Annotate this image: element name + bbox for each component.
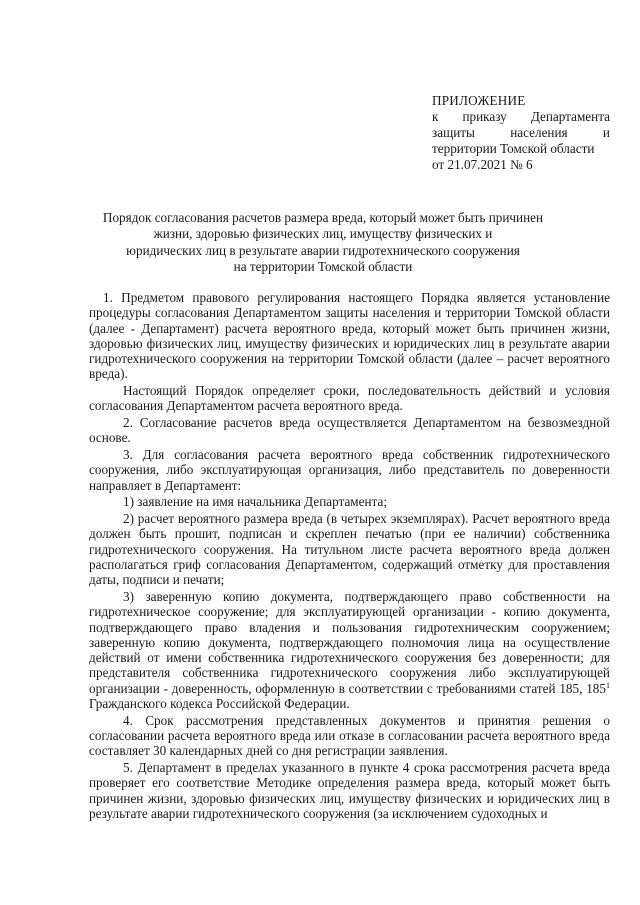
- paragraph-3: 3. Для согласования расчета вероятного вреда собственник гидротехнического сооружения, либо эксплуатирующая организация, либо представитель по доверенности направляет в Департамент:: [89, 447, 610, 493]
- list-item-3-end: Гражданского кодекса Российской Федерации.: [89, 696, 350, 712]
- paragraph-2: 2. Согласование расчетов вреда осуществляется Департаментом на безвозмездной основе.: [89, 415, 610, 446]
- list-item-3-text: 3) заверенную копию документа, подтверждающего право собственности на гидротехническое сооружение; для эксплуатирующей организации - копию документа, подтверждающего право владения и пользования гидротехническим сооружением; заверенную копию документа, подтверждающего полномочия лица на осуществление действий от имени собственника гидротехнического сооружения без доверенности; для представителя собственника гидротехнического сооружения либо эксплуатирующей организации - доверенность, оформленную в соответствии с требованиями статей 185, 185: [89, 588, 610, 696]
- document-body: [89, 290, 610, 823]
- appendix-department-line: защиты населения и: [432, 125, 610, 140]
- paragraph-5: 5. Департамент в пределах указанного в пункте 4 срока рассмотрения расчета вреда проверяет его соответствие Методике определения размера вреда, который может быть причинен жизни, здоровью физических лиц, имуществу физических и юридических лиц в результате аварии гидротехнического сооружения (за исключением судоходных и: [89, 760, 610, 821]
- appendix-territory-line: территории Томской области: [432, 141, 595, 156]
- title-line: на территории Томской области: [233, 258, 413, 274]
- list-item-1: 1) заявление на имя начальника Департамента;: [123, 494, 388, 510]
- paragraph-1: 1. Предметом правового регулирования настоящего Порядка является установление процедуры согласования Департаментом защиты населения и территории Томской области (далее - Департамент) расчета вероятного вреда, который может быть причинен жизни, здоровью физических лиц, имуществу физических и юридических лиц в результате аварии гидротехнического сооружения на территории Томской области (далее – расчет вероятного вреда).: [89, 290, 610, 382]
- paragraph-4: 4. Срок рассмотрения представленных документов и принятия решения о согласовании расчета вероятного вреда или отказе в согласовании расчета вероятного вреда составляет 30 календарных дней со дня регистрации заявления.: [89, 712, 610, 759]
- document-title: [88, 210, 558, 275]
- title-line: юридических лиц в результате аварии гидротехнического сооружения: [126, 242, 520, 258]
- appendix-date-line: от 21.07.2021 № 6: [432, 157, 533, 172]
- appendix-header: [432, 93, 610, 173]
- list-item-3: [89, 589, 610, 711]
- title-line: Порядок согласования расчетов размера вреда, который может быть причинен: [102, 210, 544, 225]
- title-line: жизни, здоровью физических лиц, имуществу физических и: [153, 226, 493, 242]
- paragraph-scope: Настоящий Порядок определяет сроки, последовательность действий и условия согласования Департаментом расчета вероятного вреда.: [89, 383, 610, 414]
- appendix-title: ПРИЛОЖЕНИЕ: [432, 93, 526, 108]
- article-superscript: 1: [606, 680, 610, 690]
- list-item-2: 2) расчет вероятного размера вреда (в четырех экземплярах). Расчет вероятного вреда должен быть прошит, подписан и скреплен печатью (при ее наличии) собственника гидротехнического сооружения. На титульном листе расчета вероятного вреда должен располагаться гриф согласования Департаментом, содержащий отметку для проставления даты, подписи и печати;: [89, 511, 610, 588]
- appendix-order-line: к приказу Департамента: [432, 109, 610, 124]
